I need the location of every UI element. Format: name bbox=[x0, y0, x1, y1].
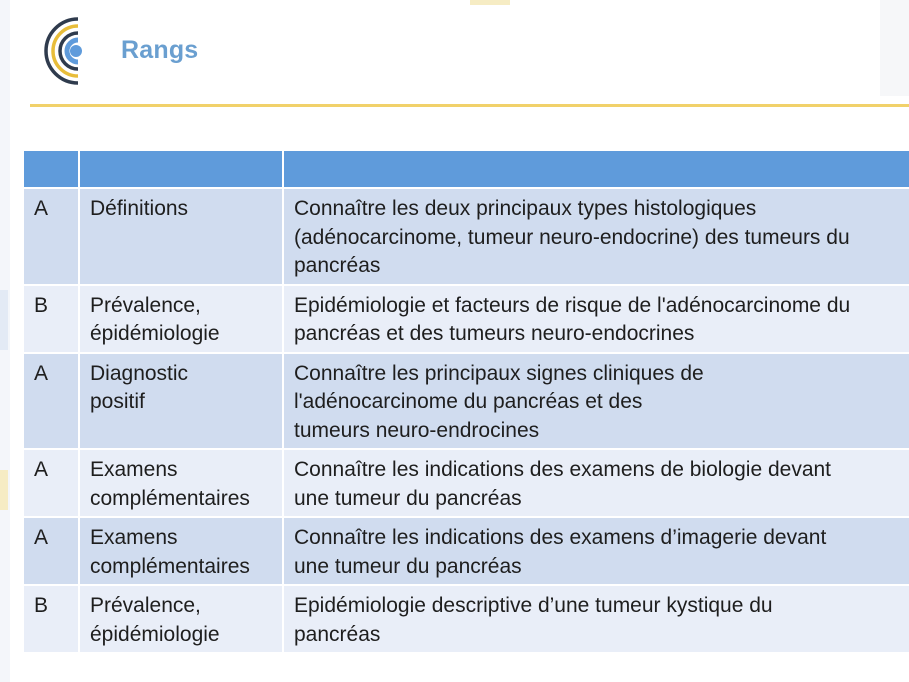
category-line: positif bbox=[90, 390, 145, 413]
rank-cell: A bbox=[24, 353, 79, 450]
description-cell bbox=[283, 449, 909, 517]
category-line: Définitions bbox=[90, 197, 189, 220]
description-line: pancréas et des tumeurs neuro-endocrines bbox=[294, 322, 695, 345]
category-line: épidémiologie bbox=[90, 322, 220, 345]
rank-cell: B bbox=[24, 285, 79, 353]
category-cell bbox=[79, 449, 283, 517]
description-line: l'adénocarcinome du pancréas et des bbox=[294, 390, 643, 413]
background-block bbox=[0, 290, 8, 350]
table-header-row bbox=[24, 151, 909, 188]
description-line: Connaître les deux principaux types histologiques bbox=[294, 197, 757, 220]
description-cell bbox=[283, 585, 909, 653]
rank-cell: A bbox=[24, 517, 79, 585]
category-cell bbox=[79, 353, 283, 450]
description-line: Epidémiologie descriptive d’une tumeur kystique du bbox=[294, 594, 773, 617]
category-cell bbox=[79, 188, 283, 285]
table-row bbox=[24, 517, 909, 585]
category-cell bbox=[79, 585, 283, 653]
table-row bbox=[24, 285, 909, 353]
concentric-arcs-logo-icon bbox=[40, 14, 84, 88]
description-cell bbox=[283, 517, 909, 585]
table-row bbox=[24, 188, 909, 285]
header-cell-category bbox=[79, 151, 283, 188]
background-block bbox=[880, 0, 909, 96]
category-cell bbox=[79, 517, 283, 585]
description-line: tumeurs neuro-endrocines bbox=[294, 418, 540, 442]
description-line: une tumeur du pancréas bbox=[294, 486, 522, 510]
rank-cell: B bbox=[24, 585, 79, 653]
category-line: épidémiologie bbox=[90, 622, 220, 646]
description-line: pancréas bbox=[294, 254, 381, 277]
description-cell bbox=[283, 353, 909, 450]
background-block bbox=[470, 0, 510, 5]
category-line: Examens bbox=[90, 526, 178, 549]
ranks-table bbox=[24, 151, 909, 654]
table-row bbox=[24, 585, 909, 653]
header-cell-rank bbox=[24, 151, 79, 188]
table-row bbox=[24, 353, 909, 450]
category-line: complémentaires bbox=[90, 486, 250, 510]
category-line: complémentaires bbox=[90, 554, 250, 578]
category-line: Prévalence, bbox=[90, 293, 201, 317]
rank-cell: A bbox=[24, 449, 79, 517]
description-line: pancréas bbox=[294, 622, 381, 646]
header-cell-description bbox=[283, 151, 909, 188]
description-cell bbox=[283, 188, 909, 285]
description-line: (adénocarcinome, tumeur neuro-endocrine) des tumeurs du bbox=[294, 225, 850, 249]
background-block bbox=[0, 470, 8, 510]
description-line: Connaître les indications des examens de biologie devant bbox=[294, 458, 832, 481]
rank-cell: A bbox=[24, 188, 79, 285]
description-line: Connaître les indications des examens d’imagerie devant bbox=[294, 526, 827, 549]
table-row bbox=[24, 449, 909, 517]
description-line: Connaître les principaux signes cliniques de bbox=[294, 361, 704, 385]
description-line: Epidémiologie et facteurs de risque de l'adénocarcinome du bbox=[294, 293, 851, 317]
category-line: Diagnostic bbox=[90, 361, 189, 385]
description-line: une tumeur du pancréas bbox=[294, 554, 522, 578]
title-divider bbox=[30, 104, 909, 107]
category-cell bbox=[79, 285, 283, 353]
category-line: Prévalence, bbox=[90, 594, 201, 617]
description-cell bbox=[283, 285, 909, 353]
page-title: Rangs bbox=[121, 36, 199, 64]
category-line: Examens bbox=[90, 458, 178, 481]
